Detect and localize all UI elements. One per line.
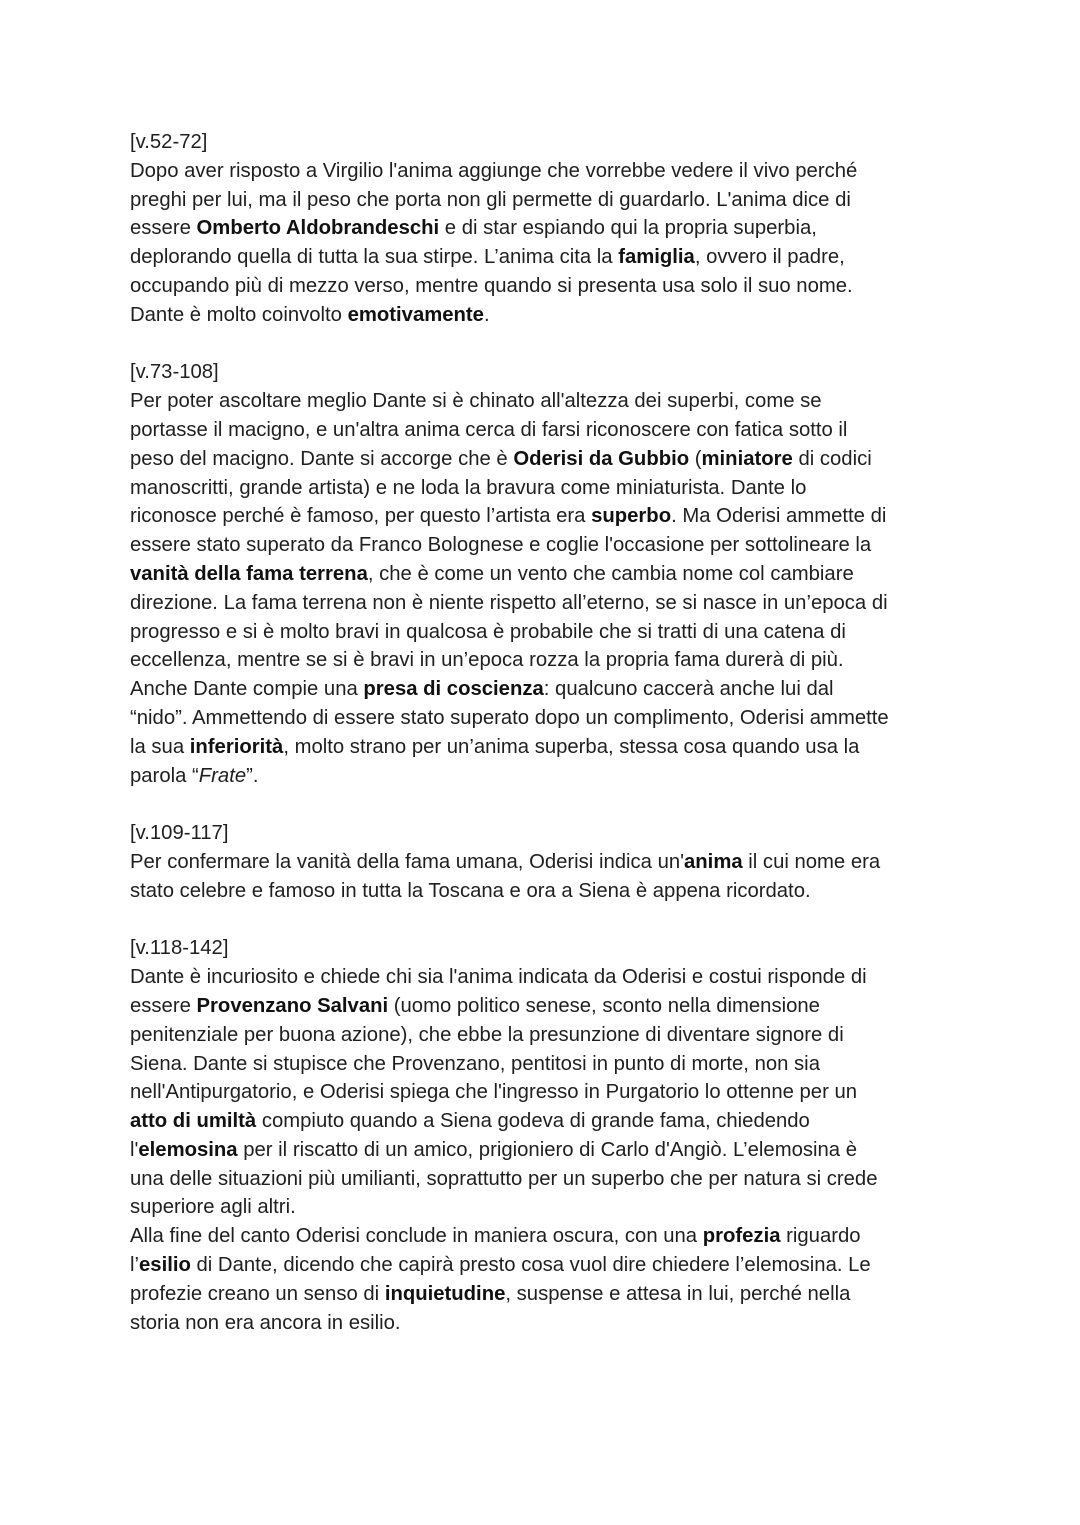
text-run: e di star espiando qui la propria superbia, deplorando quella di tutta la sua stirpe. L’anima cita la <box>130 217 817 269</box>
bold-term: elemosina <box>138 1138 238 1161</box>
text-run: (uomo politico senese, sconto nella dimensione penitenziale per buona azione), che ebbe la presunzione di diventare signore di Siena. Dante si stupisce che Provenzano, pentitosi in punto di morte, non sia nell'Antipurgatorio, e Oderisi spiega che l'ingresso in Purgatorio lo ottenne per un <box>130 994 858 1104</box>
bold-term: inquietudine <box>384 1282 506 1305</box>
paragraph <box>130 157 960 330</box>
text-run: , che è come un vento che cambia nome col cambiare direzione. La fama terrena non è niente rispetto all’eterno, se si nasce in un’epoca di progresso e si è molto bravi in qualcosa è probabile che si tratti di una catena di eccellenza, mentre se si è bravi in un’epoca rozza la propria fama durerà di più. Anche Dante compie una <box>130 562 888 701</box>
text-run: Alla fine del canto Oderisi conclude in maniera oscura, con una <box>130 1225 703 1248</box>
text-run: Per poter ascoltare meglio Dante si è chinato all'altezza dei superbi, come se portasse il macigno, e un'altra anima cerca di farsi riconoscere con fatica sotto il peso del macigno. Dante si accorge che è <box>130 390 848 470</box>
italic-term: Frate <box>198 764 247 787</box>
bold-term: profezia <box>702 1225 781 1248</box>
bold-term: Provenzano Salvani <box>196 994 389 1017</box>
bold-term: esilio <box>139 1254 191 1277</box>
bold-term: Oderisi da Gubbio <box>513 447 690 470</box>
text-run: . <box>483 303 490 326</box>
paragraph <box>130 848 960 906</box>
text-run: per il riscatto di un amico, prigioniero di Carlo d'Angiò. L’elemosina è una delle situazioni più umilianti, soprattutto per un superbo che per natura si crede superiore agli altri. <box>130 1138 878 1219</box>
text-run: Dopo aver risposto a Virgilio l'anima aggiunge che vorrebbe vedere il vivo perché preghi per lui, ma il peso che porta non gli permette di guardarlo. L'anima dice di essere <box>130 159 858 240</box>
text-run: , molto strano per un’anima superba, stessa cosa quando usa la parola “ <box>130 735 860 787</box>
bold-term: atto di umiltà <box>130 1110 257 1133</box>
bold-term: anima <box>684 850 743 873</box>
text-run: : qualcuno caccerà anche lui dal “nido”. Ammettendo di essere stato superato dopo un complimento, Oderisi ammette la sua <box>130 678 889 758</box>
text-run: riguardo l’ <box>130 1225 861 1277</box>
bold-term: emotivamente <box>347 303 484 326</box>
section-v109-117 <box>130 819 960 905</box>
text-run: Per confermare la vanità della fama umana, Oderisi indica un' <box>130 850 685 873</box>
bold-term: vanità della fama terrena <box>130 562 368 585</box>
text-run: . Ma Oderisi ammette di essere stato superato da Franco Bolognese e coglie l'occasione per sottolineare la <box>130 505 887 557</box>
bold-term: miniatore <box>701 447 793 470</box>
text-run: ( <box>689 447 702 470</box>
verse-reference: [v.73-108] <box>130 361 219 384</box>
bold-term: presa di coscienza <box>363 678 544 701</box>
verse-reference: [v.118-142] <box>130 937 229 960</box>
text-run: compiuto quando a Siena godeva di grande fama, chiedendo l' <box>130 1110 810 1161</box>
section-v73-108 <box>130 358 960 790</box>
document-page <box>130 128 960 1337</box>
text-run: Dante è incuriosito e chiede chi sia l'anima indicata da Oderisi e costui risponde di essere <box>130 966 867 1017</box>
text-run: di Dante, dicendo che capirà presto cosa vuol dire chiedere l’elemosina. Le profezie creano un senso di <box>130 1254 871 1305</box>
verse-reference: [v.52-72] <box>130 131 208 153</box>
section-v118-142 <box>130 934 960 1337</box>
text-run: il cui nome era stato celebre e famoso in tutta la Toscana e ora a Siena è appena ricordato. <box>130 850 881 902</box>
verse-reference: [v.109-117] <box>130 822 229 845</box>
section-v52-72 <box>130 128 960 330</box>
bold-term: famiglia <box>618 246 695 269</box>
text-run: , suspense e attesa in lui, perché nella storia non era ancora in esilio. <box>130 1282 851 1334</box>
paragraph <box>130 387 960 790</box>
bold-term: superbo <box>591 505 672 528</box>
bold-term: inferiorità <box>189 735 284 758</box>
paragraph <box>130 963 960 1222</box>
paragraph <box>130 1222 960 1337</box>
text-run: , ovvero il padre, occupando più di mezzo verso, mentre quando si presenta usa solo il suo nome. Dante è molto coinvolto <box>130 246 853 326</box>
text-run: di codici manoscritti, grande artista) e ne loda la bravura come miniaturista. Dante lo riconosce perché è famoso, per questo l’artista era <box>130 447 872 528</box>
bold-term: Omberto Aldobrandeschi <box>196 217 440 240</box>
text-run: ”. <box>246 764 259 787</box>
